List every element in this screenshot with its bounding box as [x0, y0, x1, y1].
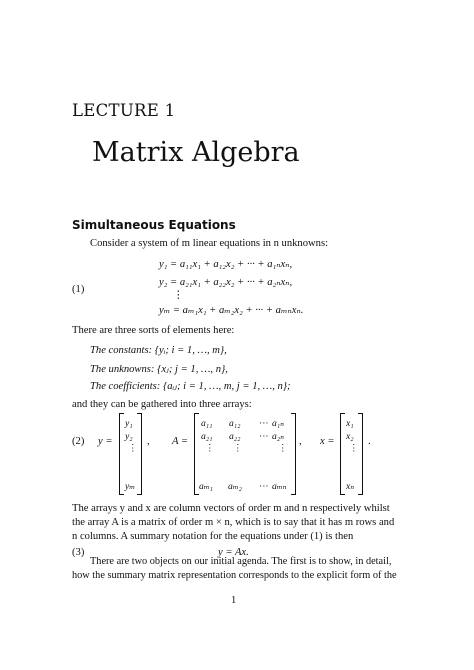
a-matrix-cell: a₂ₙ: [272, 431, 285, 442]
x-vector-right-bracket: [358, 413, 363, 495]
a-matrix-cell: a₁₁: [201, 418, 213, 429]
elements-intro: There are three sorts of elements here:: [72, 325, 235, 336]
y-vector-left-bracket: [119, 413, 124, 495]
a-matrix-cell: ⋮: [233, 443, 243, 454]
coefficients-line: [90, 380, 291, 392]
a-matrix-cell: aₘ₁: [199, 481, 214, 492]
x-vector-entry-1: x₁: [346, 418, 354, 429]
equation-2-end: .: [368, 436, 371, 447]
gathered-sentence: and they can be gathered into three arrays:: [72, 399, 252, 410]
equation-1-line-1: y₁ = a₁₁x₁ + a₁₂x₂ + ··· + a₁ₙxₙ,: [159, 259, 293, 270]
equation-1-number: (1): [72, 284, 85, 295]
y-vector-vdots: ⋮: [128, 443, 138, 454]
x-vector-vdots: ⋮: [349, 443, 359, 454]
a-matrix-cell: aₘₙ: [272, 481, 287, 492]
constants-line: [90, 345, 227, 356]
a-matrix-cell: ···: [259, 418, 269, 429]
equation-1-vdots: ⋮: [173, 290, 184, 301]
paragraph-2-line-2: the array A is a matrix of order m × n, which is to say that it has m rows and: [72, 517, 395, 528]
equation-2-number: (2): [72, 436, 85, 447]
unknowns-line: [90, 363, 228, 375]
y-vector-entry-2: y₂: [125, 431, 133, 442]
y-vector-right-bracket: [137, 413, 142, 495]
x-vector-left-bracket: [340, 413, 345, 495]
paragraph-3-line-2: how the summary matrix representation corresponds to the explicit form of the: [72, 570, 397, 581]
unknowns-label: The unknowns:: [90, 364, 155, 375]
constants-label: The constants:: [90, 345, 153, 356]
paragraph-3-line-1: There are two objects on our initial agenda. The first is to show, in detail,: [90, 556, 392, 567]
a-matrix-cell: ⋮: [278, 443, 288, 454]
paragraph-2-line-1: The arrays y and x are column vectors of order m and n respectively whilst: [72, 503, 390, 514]
a-matrix-cell: a₂₁: [201, 431, 213, 442]
a-matrix-right-bracket: [291, 413, 296, 495]
y-vector-label: y =: [98, 436, 113, 447]
a-matrix-cell: ···: [259, 481, 269, 492]
coefficients-label: The coefficients:: [90, 381, 161, 392]
constants-value: {yᵢ; i = 1, …, m},: [154, 345, 227, 356]
x-vector-label: x =: [320, 436, 335, 447]
a-matrix-cell: ⋮: [205, 443, 215, 454]
a-matrix-cell: ···: [259, 431, 269, 442]
lecture-label: LECTURE 1: [72, 101, 176, 120]
x-vector-entry-n: xₙ: [346, 481, 355, 492]
intro-sentence: Consider a system of m linear equations in n unknowns:: [90, 238, 329, 249]
a-matrix-cell: a₁₂: [229, 418, 241, 429]
y-vector-entry-1: y₁: [125, 418, 133, 429]
unknowns-value: {xⱼ; j = 1, …, n},: [157, 364, 228, 375]
a-matrix-label: A =: [172, 436, 189, 447]
a-matrix-cell: a₁ₙ: [272, 418, 285, 429]
equation-3-expression: y = Ax.: [218, 547, 249, 558]
a-matrix-cell: aₘ₂: [228, 481, 243, 492]
x-vector-entry-2: x₂: [346, 431, 354, 442]
equation-3-number: (3): [72, 547, 85, 558]
page-title: Matrix Algebra: [92, 137, 300, 168]
a-matrix-cell: a₂₂: [229, 431, 241, 442]
page-number: 1: [231, 595, 237, 606]
coefficients-value: {aᵢⱼ; i = 1, …, m, j = 1, …, n};: [162, 381, 291, 392]
equation-1-line-m: yₘ = aₘ₁x₁ + aₘ₂x₂ + ··· + aₘₙxₙ.: [159, 305, 304, 316]
y-vector-entry-m: yₘ: [125, 481, 136, 492]
equation-1-line-2: y₂ = a₂₁x₁ + a₂₂x₂ + ··· + a₂ₙxₙ,: [159, 277, 293, 288]
separator-1: ,: [147, 436, 150, 447]
separator-2: ,: [299, 436, 302, 447]
paragraph-2-line-3: n columns. A summary notation for the equations under (1) is then: [72, 531, 354, 542]
section-heading: Simultaneous Equations: [72, 218, 236, 232]
